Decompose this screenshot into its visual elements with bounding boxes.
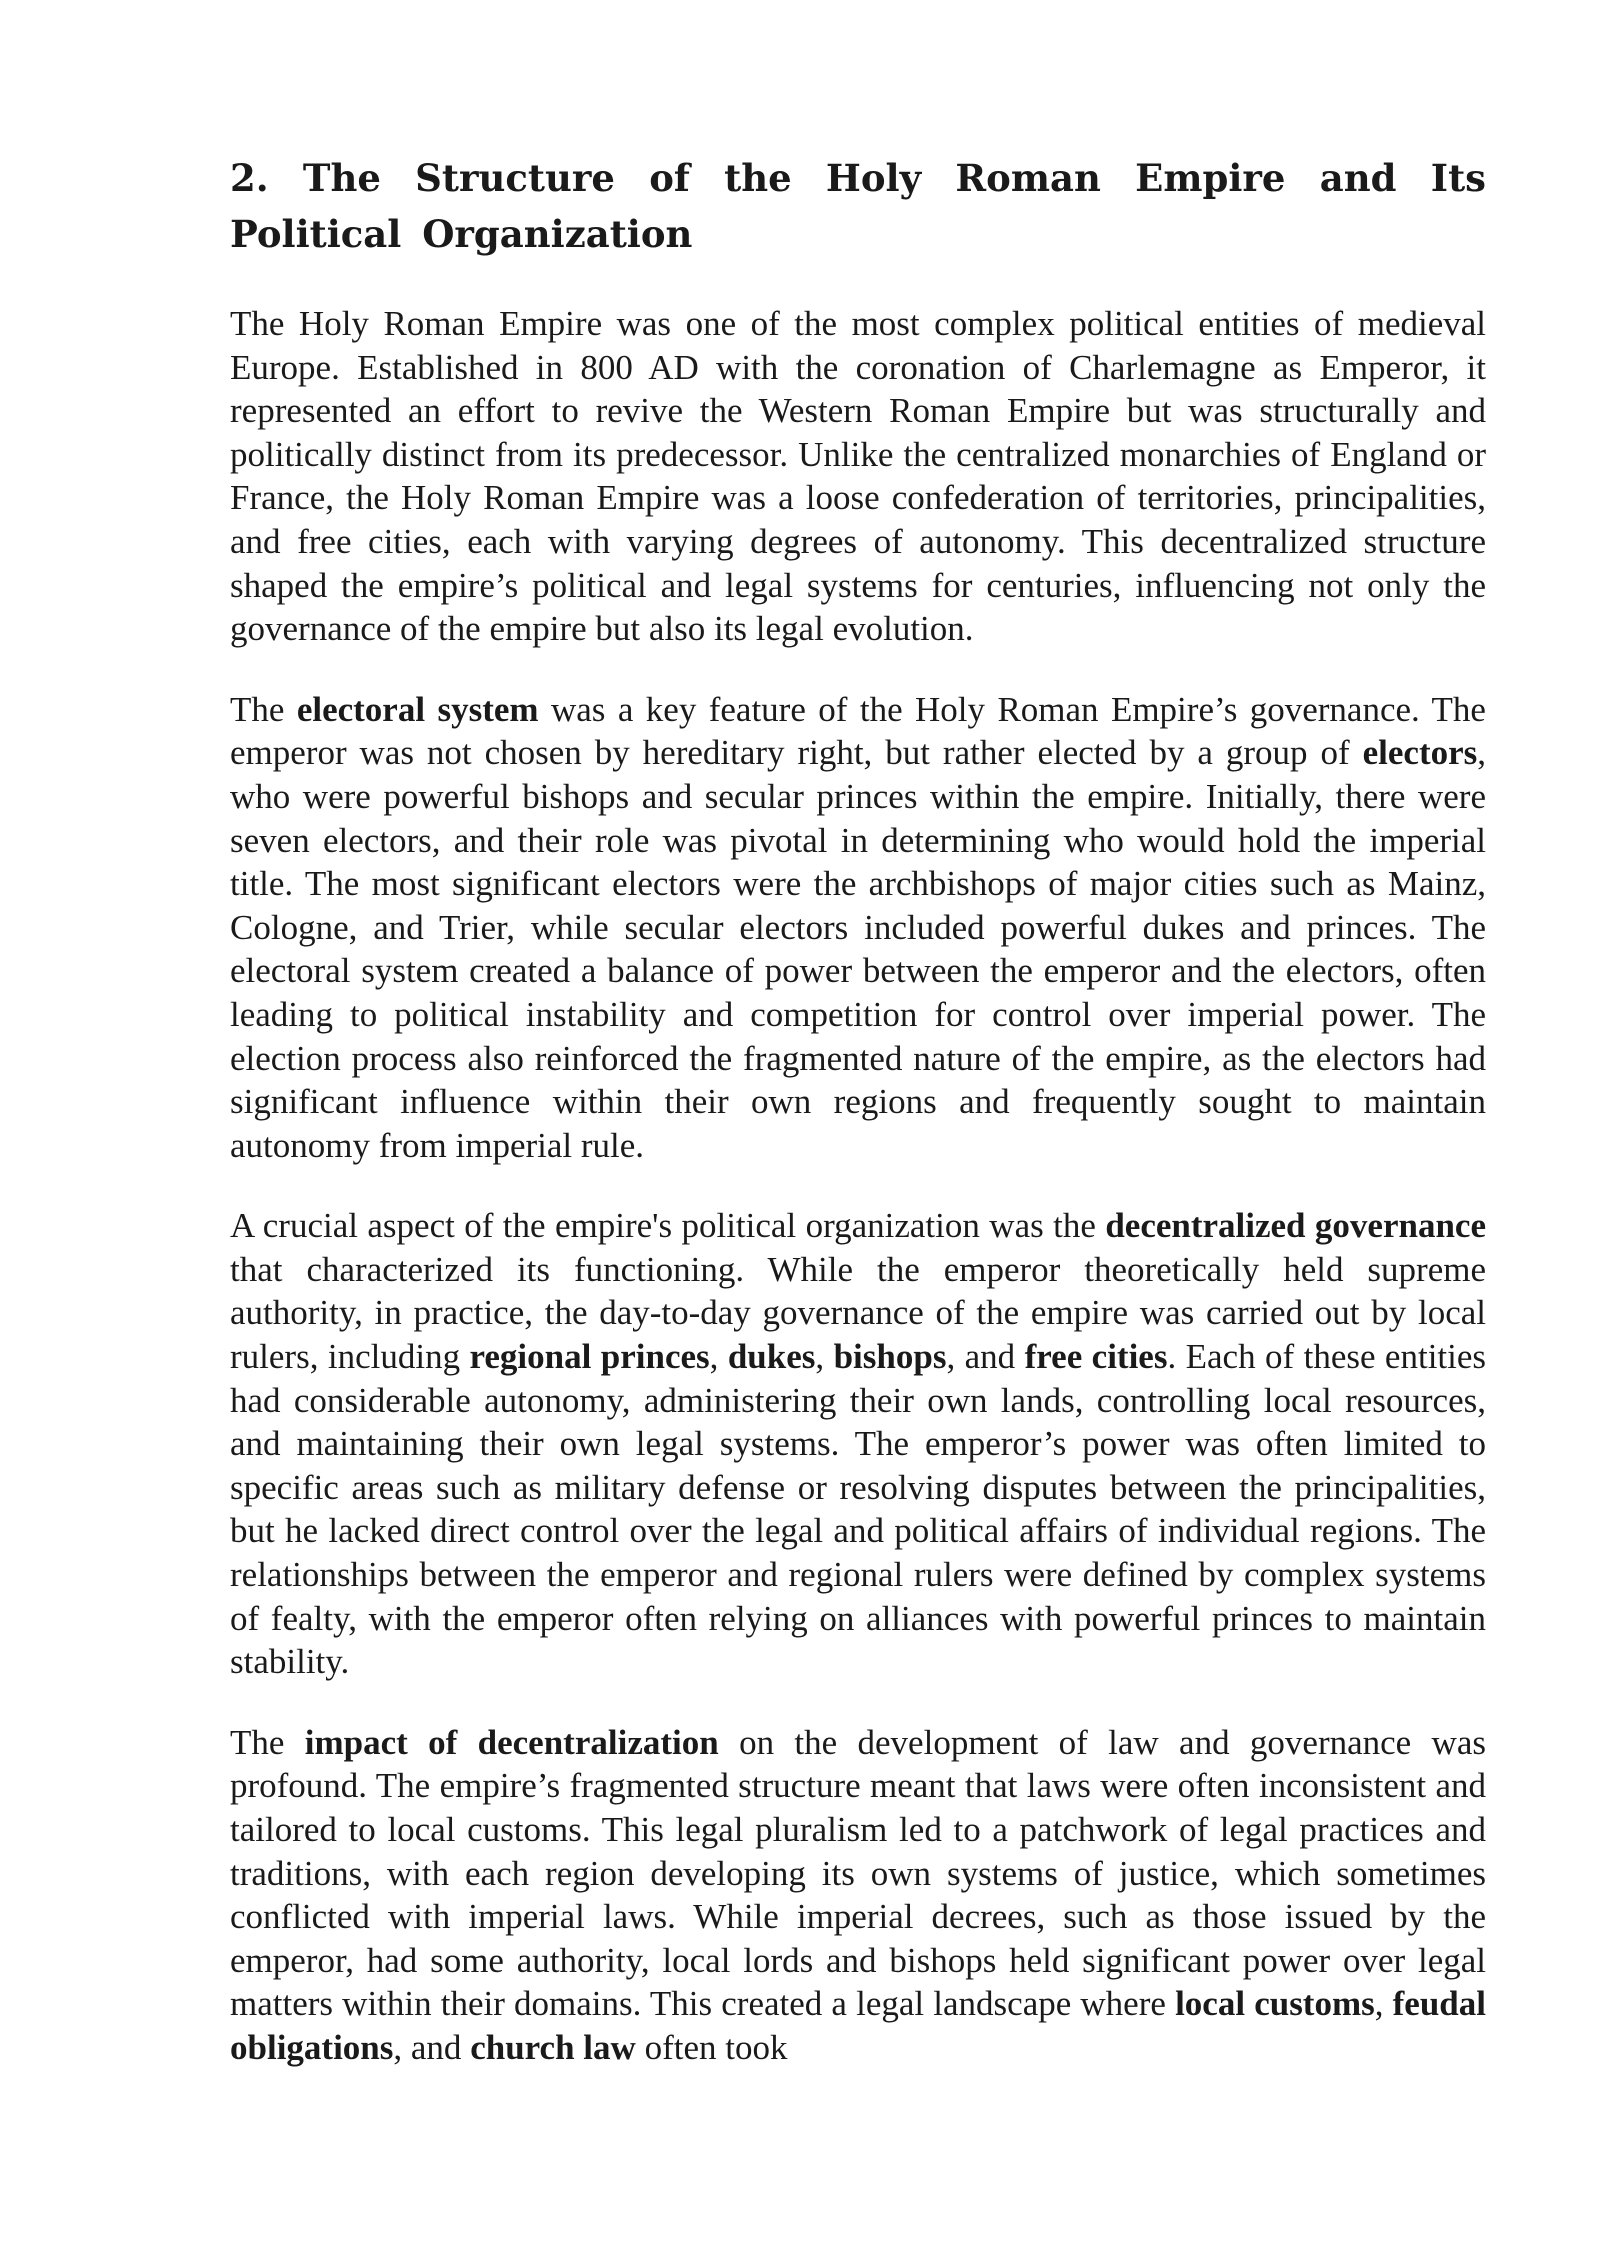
paragraph-text: , (709, 1337, 728, 1377)
body-paragraph (230, 302, 1486, 651)
bold-term: electoral system (296, 689, 539, 729)
bold-term: free cities (1024, 1337, 1168, 1377)
bold-term: local customs (1175, 1984, 1375, 2024)
paragraph-text: often took (635, 2027, 788, 2067)
paragraph-text: was a key feature of the Holy Roman Empire’s governance. The emperor was not chosen by hereditary right, but rather elected by a group of (230, 689, 1486, 773)
body-paragraph (230, 1204, 1486, 1684)
paragraph-text: The (230, 689, 297, 729)
bold-term: church law (470, 2027, 636, 2067)
bold-term: bishops (833, 1337, 947, 1377)
paragraph-text: that characterized its functioning. While the emperor theoretically held supreme authority, in practice, the day-to-day governance of the empire was carried out by local rulers, including (230, 1249, 1486, 1377)
paragraph-list (230, 302, 1486, 2070)
paragraph-text: , (1374, 1984, 1393, 2024)
section-heading: 2. The Structure of the Holy Roman Empire and Its Political Organization (230, 156, 1486, 256)
bold-term: decentralized governance (1105, 1206, 1486, 1246)
paragraph-text: on the development of law and governance was profound. The empire’s fragmented structure meant that laws were often inconsistent and tailored to local customs. This legal pluralism led to a patchwork of legal practices and traditions, with each region developing its own systems of justice, which sometimes conflicted with imperial laws. While imperial decrees, such as those issued by the emperor, had some authority, local lords and bishops held significant power over legal matters within their domains. This created a legal landscape where (230, 1722, 1486, 2024)
paragraph-text: , and (393, 2027, 471, 2067)
paragraph-text: A crucial aspect of the empire's political organization was the (230, 1206, 1106, 1246)
bold-term: feudal obligations (230, 1984, 1487, 2067)
paragraph-text: , (815, 1337, 834, 1377)
paragraph-text: The Holy Roman Empire was one of the most complex political entities of medieval Europe. Established in 800 AD with the coronation of Charlemagne as Emperor, it represented an effort to revive the Western Roman Empire but was structurally and politically distinct from its predecessor. Unlike the centralized monarchies of England or France, the Holy Roman Empire was a loose confederation of territories, principalities, and free cities, each with varying degrees of autonomy. This decentralized structure shaped the empire’s political and legal systems for centuries, influencing not only the governance of the empire but also its legal evolution. (230, 304, 1486, 649)
paragraph-text: . Each of these entities had considerable autonomy, administering their own lands, controlling local resources, and maintaining their own legal systems. The emperor’s power was often limited to specific areas such as military defense or resolving disputes between the principalities, but he lacked direct control over the legal and political affairs of individual regions. The relationships between the emperor and regional rulers were defined by complex systems of fealty, with the emperor often relying on alliances with powerful princes to maintain stability. (230, 1337, 1487, 1682)
paragraph-text: , who were powerful bishops and secular princes within the empire. Initially, there were seven electors, and their role was pivotal in determining who would hold the imperial title. The most significant electors were the archbishops of major cities such as Mainz, Cologne, and Trier, while secular electors included powerful dukes and princes. The electoral system created a balance of power between the emperor and the electors, often leading to political instability and competition for control over imperial power. The election process also reinforced the fragmented nature of the empire, as the electors had significant influence within their own regions and frequently sought to maintain autonomy from imperial rule. (230, 733, 1486, 1165)
body-paragraph (230, 688, 1486, 1168)
bold-term: electors (1362, 733, 1478, 773)
document-body (230, 150, 1486, 2107)
body-paragraph (230, 1721, 1486, 2070)
paragraph-text: The (230, 1722, 305, 1762)
bold-term: regional princes (469, 1337, 710, 1377)
bold-term: dukes (727, 1337, 816, 1377)
paragraph-text: , and (946, 1337, 1025, 1377)
bold-term: impact of decentralization (304, 1722, 719, 1762)
